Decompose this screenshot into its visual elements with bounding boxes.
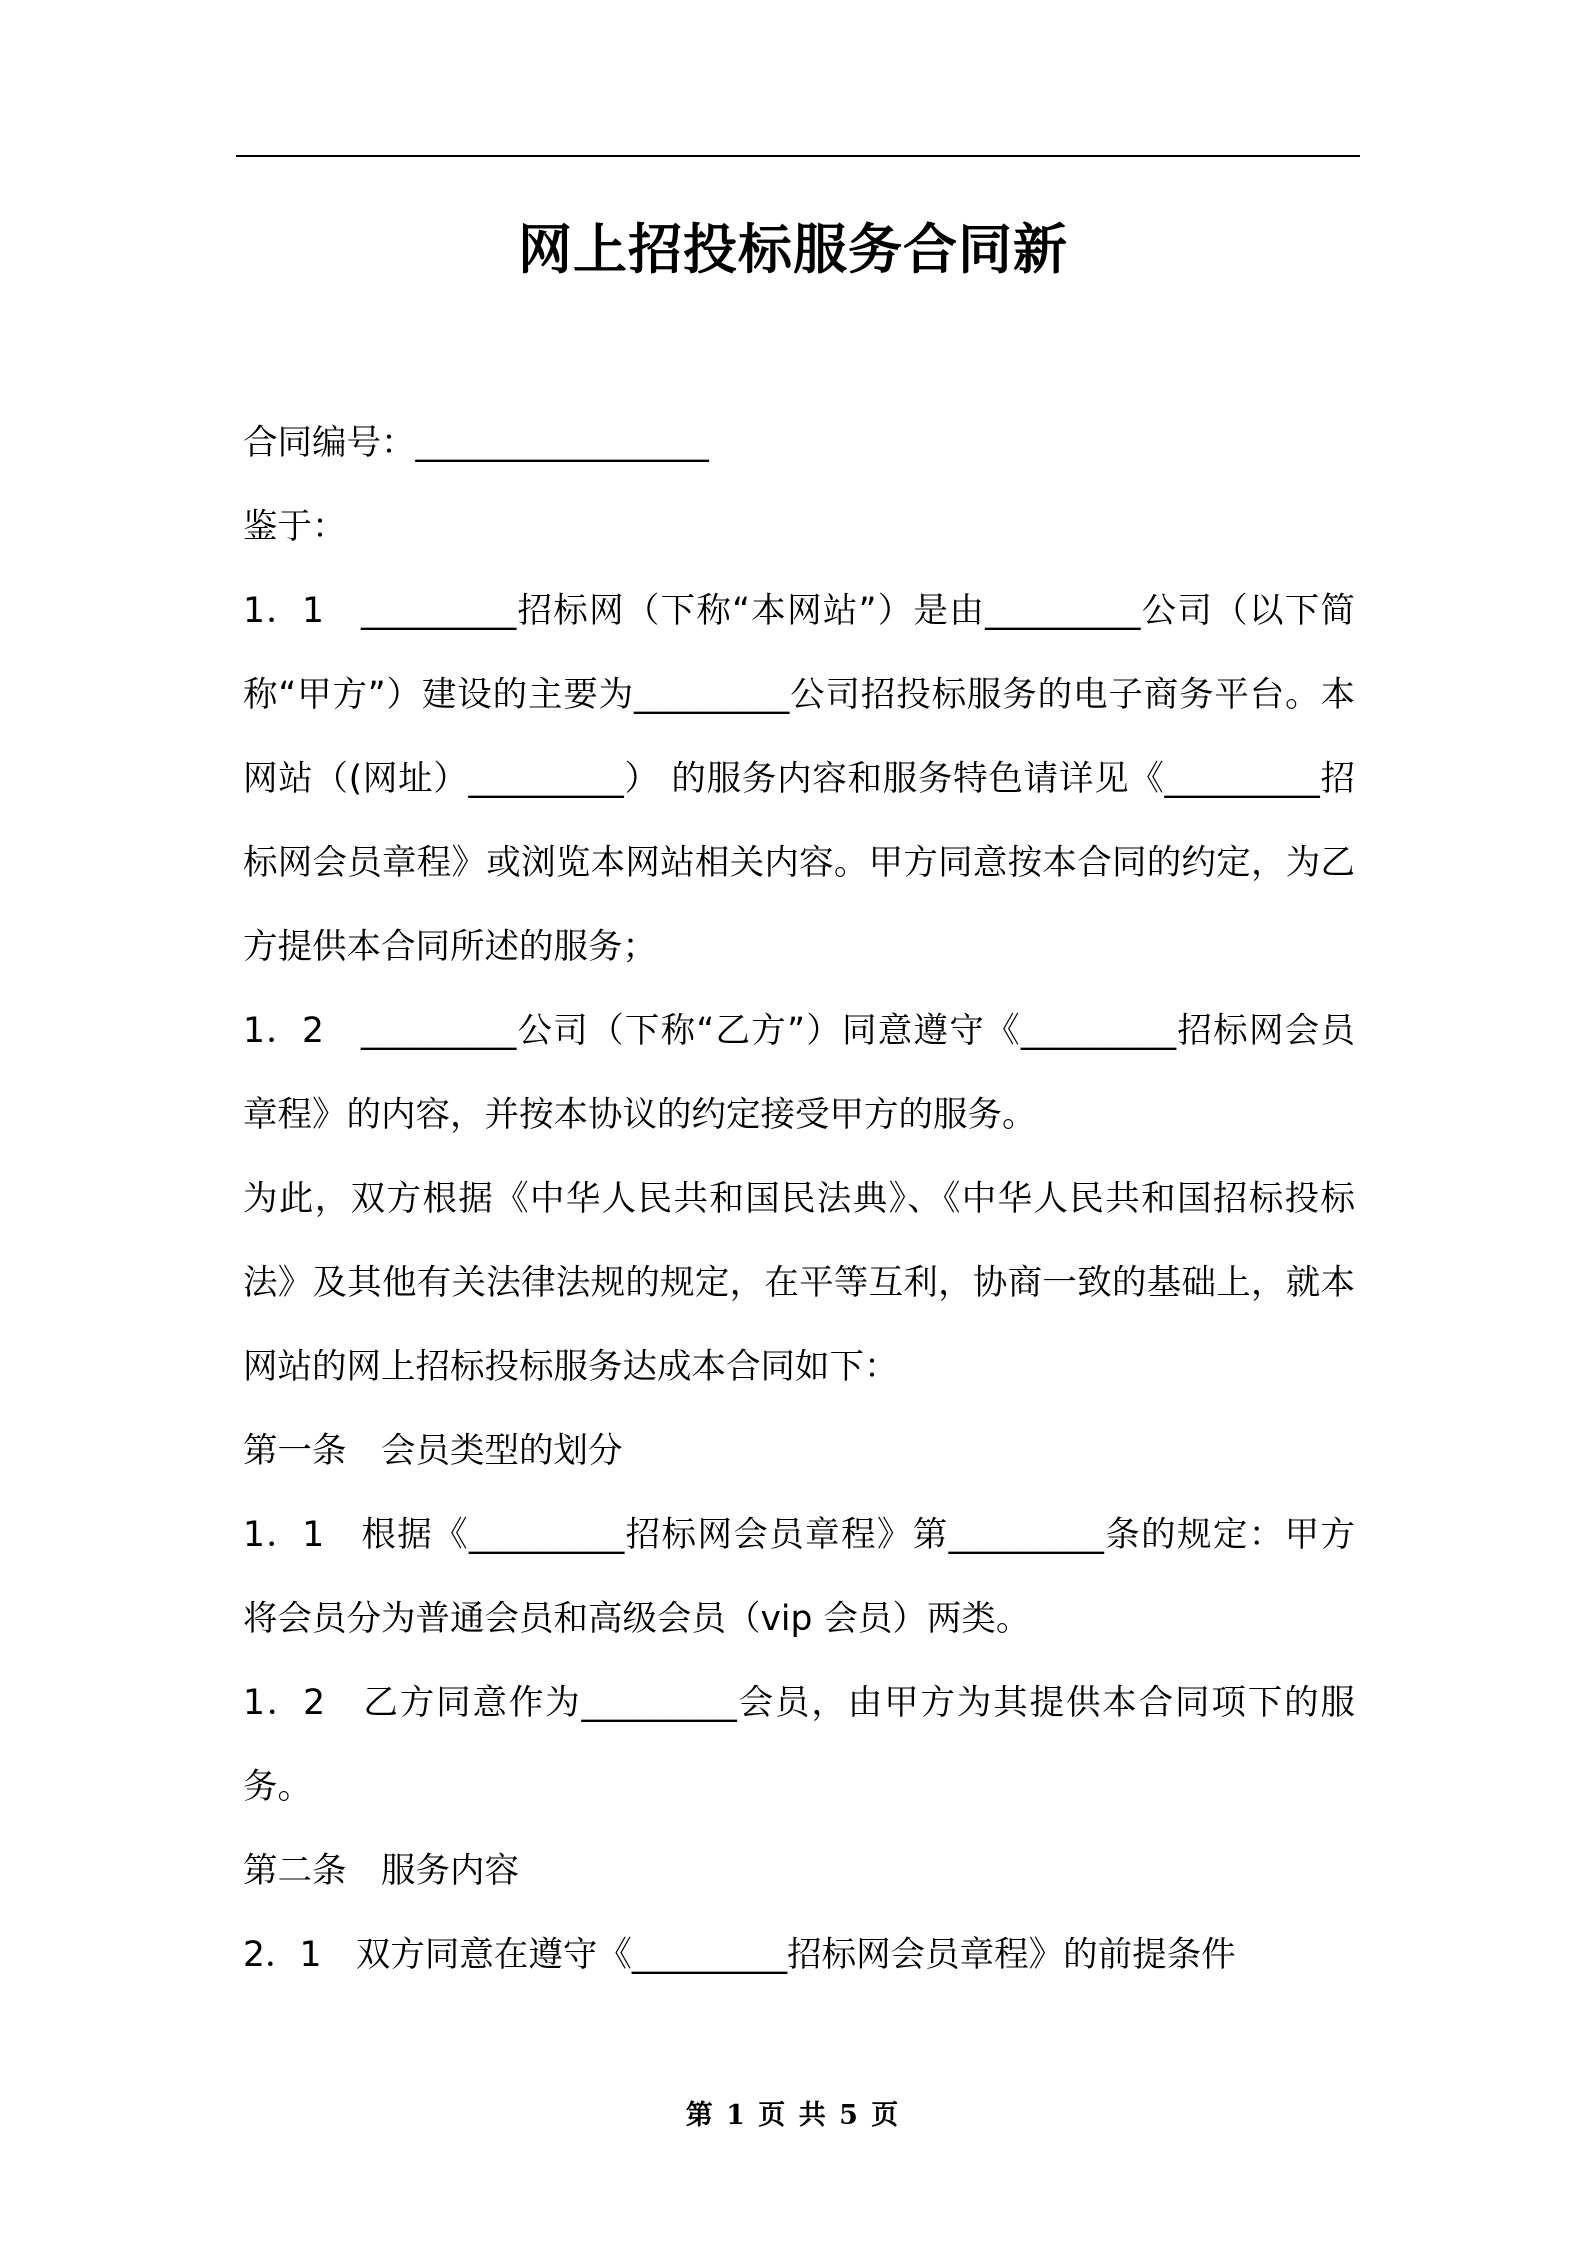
contract-number-line: 合同编号：_________________ xyxy=(243,423,709,463)
clause-1-2-intro: 1．2 _________公司（下称“乙方”）同意遵守《_________招标网会员章程》的内容，并按本协议的约定接受甲方的服务。 xyxy=(243,1011,1355,1135)
header-rule xyxy=(236,155,1360,157)
article-1-clause-1: 1．1 根据《_________招标网会员章程》第_________条的规定：甲方将会员分为普通会员和高级会员（vip 会员）两类。 xyxy=(243,1515,1355,1639)
article-1-heading: 第一条 会员类型的划分 xyxy=(243,1431,623,1471)
legal-basis-paragraph: 为此，双方根据《中华人民共和国民法典》、《中华人民共和国招标投标法》及其他有关法律法规的规定，在平等互利，协商一致的基础上，就本网站的网上招标投标服务达成本合同如下： xyxy=(243,1179,1355,1387)
article-2-heading: 第二条 服务内容 xyxy=(243,1851,519,1891)
page-number-footer: 第 1 页 共 5 页 xyxy=(685,2100,901,2131)
article-1-clause-2: 1．2 乙方同意作为_________会员，由甲方为其提供本合同项下的服务。 xyxy=(243,1683,1355,1807)
clause-1-1-intro: 1．1 _________招标网（下称“本网站”）是由_________公司（以下简称“甲方”）建设的主要为_________公司招投标服务的电子商务平台。本网站（(网址）_________） 的服务内容和服务特色请详见《_________招标网会员章程》或浏览本网站相关内容。甲方同意按本合同的约定，为乙方提供本合同所述的服务； xyxy=(243,591,1355,967)
document-title: 网上招投标服务合同新 xyxy=(518,218,1068,281)
article-2-clause-1: 2．1 双方同意在遵守《_________招标网会员章程》的前提条件 xyxy=(243,1935,1236,1975)
document-body xyxy=(243,401,1355,1997)
whereas-heading: 鉴于： xyxy=(243,507,347,547)
